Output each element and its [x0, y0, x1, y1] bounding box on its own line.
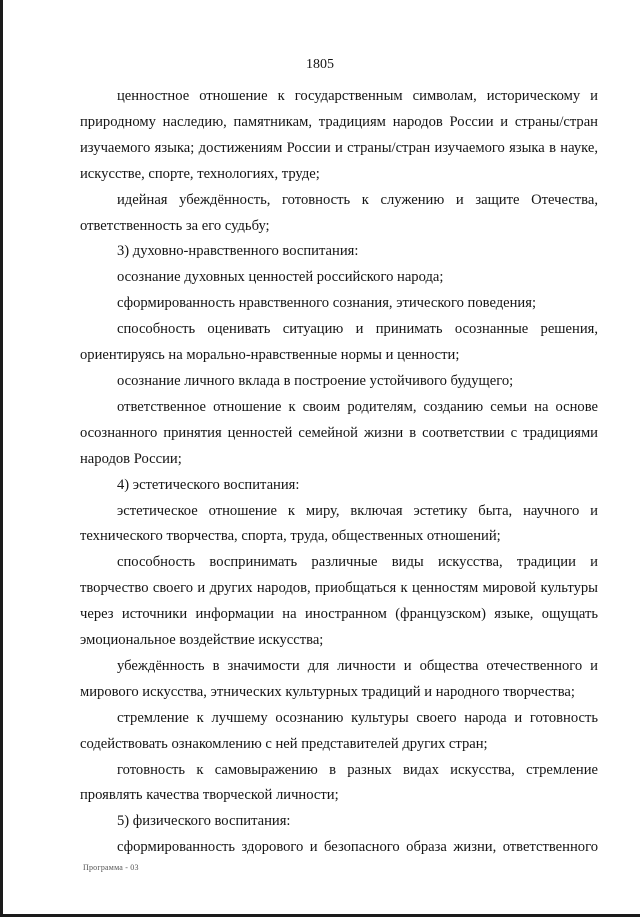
paragraph: стремление к лучшему осознанию культуры своего народа и готовность содействовать ознакомлению с ней представителей других стран;: [80, 709, 598, 752]
paragraph: 5) физического воспитания:: [117, 813, 291, 830]
page-number: 1805: [306, 57, 334, 72]
paragraph: способность воспринимать различные виды искусства, традиции и творчество своего и других народов, приобщаться к ценностям мировой культуры через источники информации на иностранном (французском) языке, ощущать эмоциональное воздействие искусства;: [80, 554, 598, 649]
footer-label: Программа - 03: [83, 863, 139, 872]
paragraph: убеждённость в значимости для личности и общества отечественного и мирового искусства, этнических культурных традиций и народного творчества;: [80, 657, 598, 700]
paragraph: осознание личного вклада в построение устойчивого будущего;: [117, 372, 514, 389]
paragraph: 4) эстетического воспитания:: [117, 476, 300, 493]
paragraph: ценностное отношение к государственным символам, историческому и природному наследию, памятникам, традициям народов России и страны/стран изучаемого языка; достижениям России и страны/стран изучаемого языка в науке, искусстве, спорте, технологиях, труде;: [80, 88, 598, 182]
paragraph: эстетическое отношение к миру, включая эстетику быта, научного и технического творчества, спорта, труда, общественных отношений;: [80, 502, 598, 545]
paragraph: сформированность нравственного сознания, этического поведения;: [117, 295, 537, 312]
document-body: [80, 84, 598, 861]
page-edge-left: [0, 0, 3, 917]
paragraph: 3) духовно-нравственного воспитания:: [117, 243, 359, 260]
paragraph: сформированность здорового и безопасного образа жизни, ответственного: [117, 839, 598, 856]
paragraph: способность оценивать ситуацию и принимать осознанные решения, ориентируясь на морально-нравственные нормы и ценности;: [80, 321, 598, 364]
paragraph: ответственное отношение к своим родителям, созданию семьи на основе осознанного принятия ценностей семейной жизни в соответствии с традициями народов России;: [80, 398, 598, 467]
paragraph: идейная убеждённость, готовность к служению и защите Отечества, ответственность за его судьбу;: [80, 191, 598, 234]
paragraph: осознание духовных ценностей российского народа;: [117, 269, 444, 286]
paragraph: готовность к самовыражению в разных видах искусства, стремление проявлять качества творческой личности;: [80, 761, 598, 804]
